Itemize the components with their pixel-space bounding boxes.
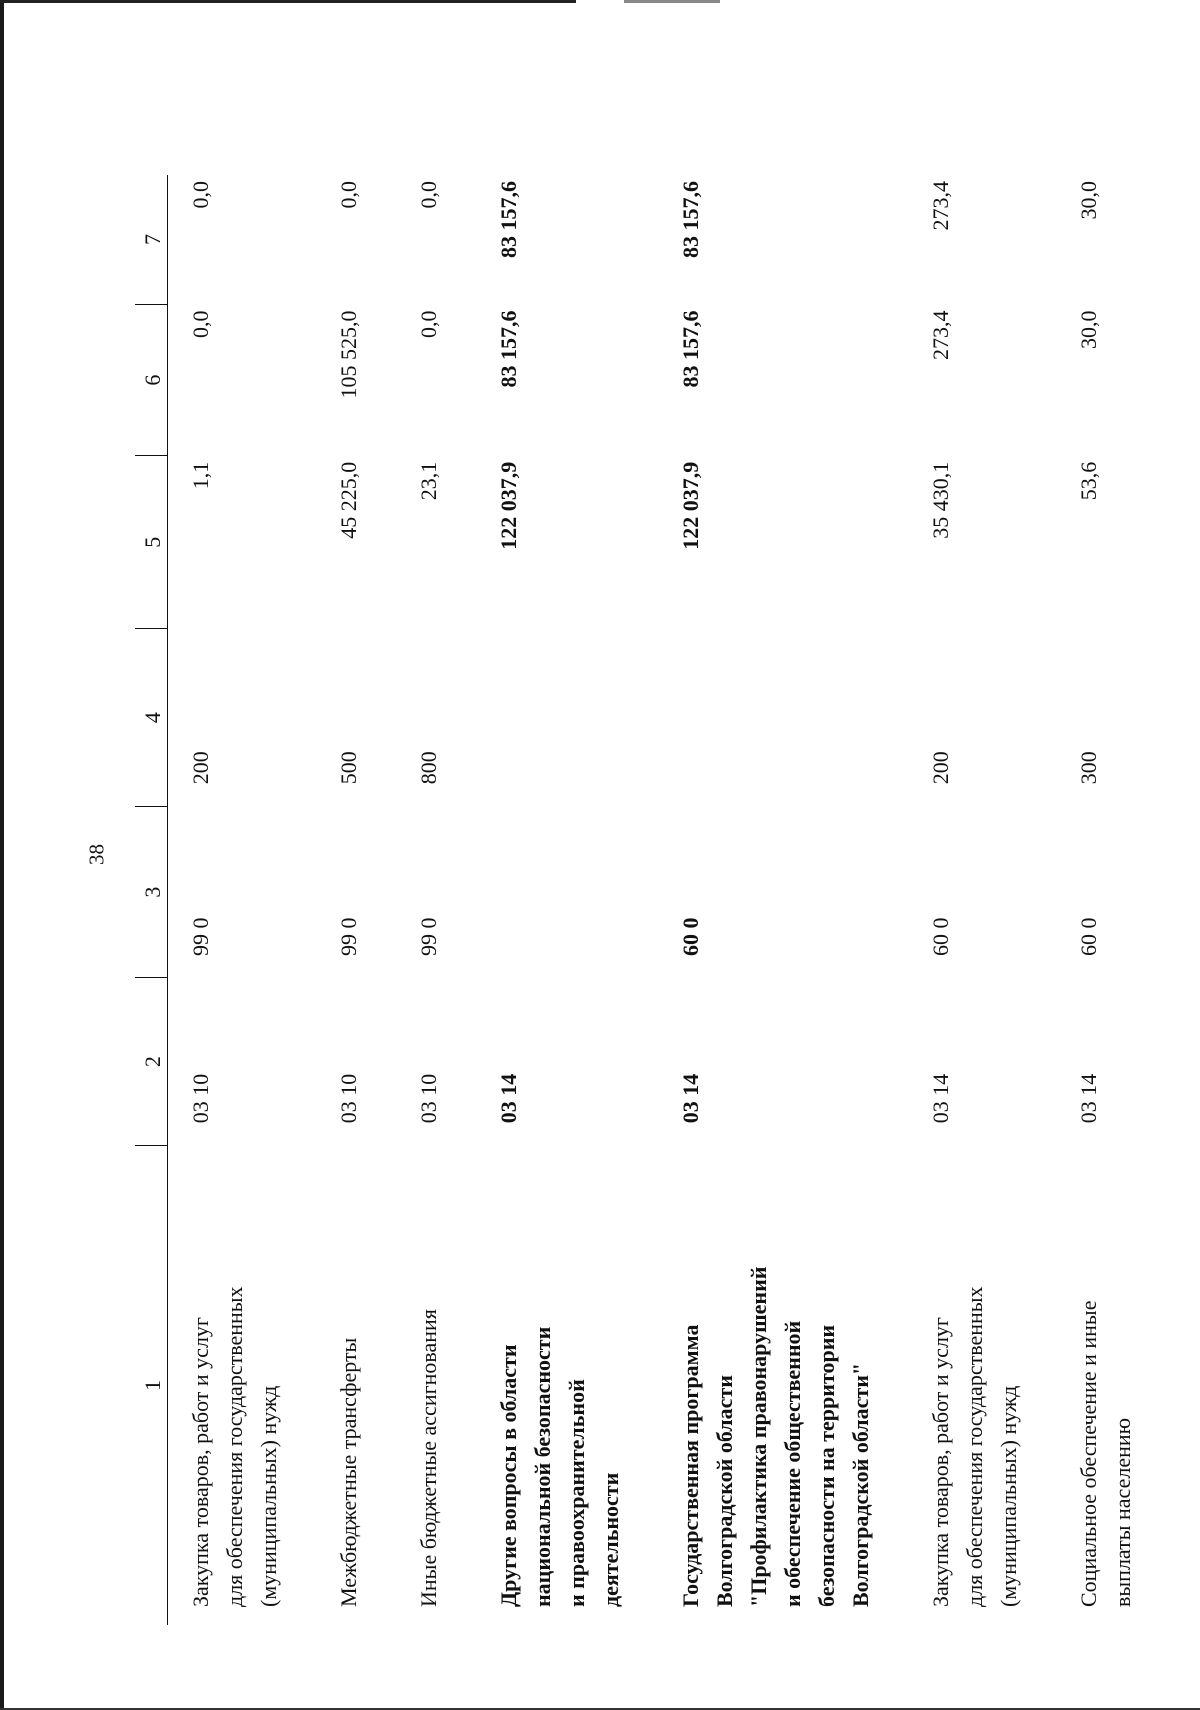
row-name-cell <box>316 1145 396 1625</box>
section-code-cell: 03 14 <box>1076 1073 1101 1124</box>
row-name-line: деятельности <box>598 1472 623 1607</box>
amount-col7-cell: 0,0 <box>416 181 441 209</box>
budget-table <box>135 175 1170 1625</box>
row-name-line: Другие вопросы в области <box>496 1344 521 1607</box>
table-row <box>396 175 476 1625</box>
row-name-line: для обеспечения государственных <box>222 1286 247 1607</box>
expense-type-cell <box>658 629 908 806</box>
expense-type-cell: 200 <box>188 751 213 785</box>
header-col-7: 7 <box>135 175 168 304</box>
expense-type-cell <box>476 629 658 806</box>
header-col-3: 3 <box>135 806 168 978</box>
amount-col5-cell: 35 430,1 <box>928 461 953 539</box>
amount-col7-cell: 0,0 <box>188 181 213 209</box>
row-name-line: Волгоградской области" <box>848 1362 873 1607</box>
header-col-5: 5 <box>135 456 168 629</box>
row-name-line: для обеспечения государственных <box>962 1286 987 1607</box>
header-col-2: 2 <box>135 978 168 1145</box>
row-name-cell <box>908 1145 1056 1625</box>
amount-col5-cell: 53,6 <box>1076 461 1101 501</box>
section-code-cell: 03 14 <box>678 1073 703 1124</box>
row-name-line: Государственная программа <box>678 1324 703 1607</box>
row-name-line: Волгоградской области <box>712 1375 737 1607</box>
target-item-cell: 99 0 <box>336 917 361 956</box>
row-name-cell <box>396 1145 476 1625</box>
amount-col5-cell: 23,1 <box>416 461 441 501</box>
amount-col5-cell: 122 037,9 <box>496 461 521 550</box>
table-row <box>908 175 1056 1625</box>
section-code-cell: 03 14 <box>496 1073 521 1124</box>
row-name-line: выплаты населению <box>1110 1417 1135 1607</box>
target-item-cell: 99 0 <box>188 917 213 956</box>
amount-col6-cell: 83 157,6 <box>496 310 521 388</box>
target-item-cell: 60 0 <box>928 917 953 956</box>
section-code-cell: 03 10 <box>416 1073 441 1124</box>
row-name-line: национальной безопасности <box>530 1326 555 1607</box>
amount-col7-cell: 273,4 <box>928 181 953 231</box>
row-name-cell <box>476 1145 658 1625</box>
table-row <box>168 175 317 1625</box>
expense-type-cell: 800 <box>416 751 441 785</box>
row-name-line: (муниципальных) нужд <box>256 1385 281 1607</box>
target-item-cell: 99 0 <box>416 917 441 956</box>
row-name-line: (муниципальных) нужд <box>996 1385 1021 1607</box>
amount-col6-cell: 0,0 <box>188 310 213 338</box>
rotated-table-sheet <box>135 175 1155 1625</box>
amount-col7-cell: 30,0 <box>1076 181 1101 220</box>
amount-col6-cell: 30,0 <box>1076 310 1101 349</box>
header-col-4: 4 <box>135 629 168 806</box>
table-body <box>168 175 1171 1625</box>
row-name-line: безопасности на территории <box>814 1324 839 1607</box>
row-name-line: и обеспечение общественной <box>780 1320 805 1607</box>
table-row <box>476 175 658 1625</box>
header-col-1: 1 <box>135 1145 168 1625</box>
row-name-line: Межбюджетные трансферты <box>336 1337 361 1607</box>
target-item-cell: 60 0 <box>678 917 703 956</box>
row-name-line: Закупка товаров, работ и услуг <box>188 1317 213 1607</box>
expense-type-cell: 500 <box>336 751 361 785</box>
amount-col5-cell: 1,1 <box>188 461 213 490</box>
table-row <box>658 175 908 1625</box>
table-header-row <box>135 175 168 1625</box>
row-name-line: Иные бюджетные ассигнования <box>416 1309 441 1607</box>
table-row <box>316 175 396 1625</box>
row-name-line: и правоохранительной <box>564 1379 589 1607</box>
amount-col7-cell: 83 157,6 <box>496 181 521 258</box>
section-code-cell: 03 10 <box>188 1073 213 1124</box>
table-row <box>1056 175 1170 1625</box>
row-name-line: Закупка товаров, работ и услуг <box>928 1317 953 1607</box>
target-item-cell <box>476 806 658 978</box>
expense-type-cell: 300 <box>1076 751 1101 785</box>
amount-col7-cell: 0,0 <box>336 181 361 209</box>
amount-col6-cell: 105 525,0 <box>336 310 361 399</box>
section-code-cell: 03 14 <box>928 1073 953 1124</box>
section-code-cell: 03 10 <box>336 1073 361 1124</box>
row-name-line: Социальное обеспечение и иные <box>1076 1300 1101 1607</box>
scan-border-top <box>0 0 1200 3</box>
row-name-cell <box>1056 1145 1170 1625</box>
row-name-cell <box>658 1145 908 1625</box>
amount-col5-cell: 122 037,9 <box>678 461 703 550</box>
amount-col6-cell: 0,0 <box>416 310 441 338</box>
amount-col6-cell: 273,4 <box>928 310 953 360</box>
row-name-line: "Профилактика правонарушений <box>746 1266 771 1607</box>
amount-col5-cell: 45 225,0 <box>336 461 361 539</box>
amount-col7-cell: 83 157,6 <box>678 181 703 258</box>
expense-type-cell: 200 <box>928 751 953 785</box>
target-item-cell: 60 0 <box>1076 917 1101 956</box>
page-number: 38 <box>84 844 109 865</box>
scan-border-left <box>0 0 4 1710</box>
header-col-6: 6 <box>135 304 168 455</box>
amount-col6-cell: 83 157,6 <box>678 310 703 388</box>
row-name-cell <box>168 1145 317 1625</box>
